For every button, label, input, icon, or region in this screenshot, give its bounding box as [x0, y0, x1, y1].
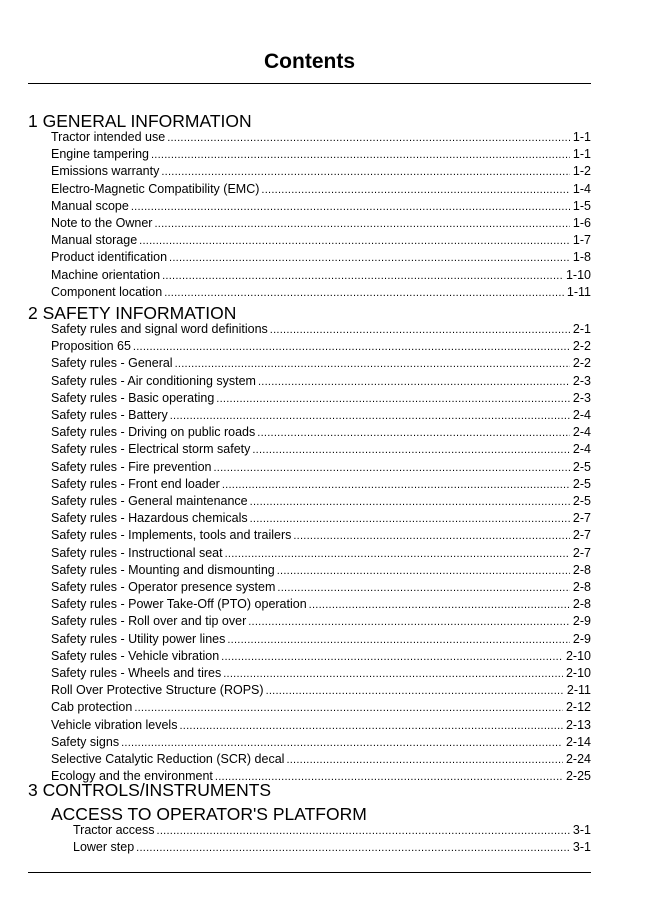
dot-leader — [227, 632, 570, 648]
toc-entry-page-number: 2-8 — [572, 580, 591, 595]
toc-entry-title: Safety signs — [51, 734, 120, 749]
toc-entry-title: Safety rules - Utility power lines — [51, 631, 226, 646]
toc-entry-title: Safety rules - Air conditioning system — [51, 373, 256, 388]
toc-entry-title: Safety rules - Roll over and tip over — [51, 614, 247, 629]
dot-leader — [154, 216, 569, 232]
toc-entry-page-number: 3-1 — [572, 823, 591, 837]
toc-entry-title: Safety rules - General — [51, 356, 173, 371]
toc-entry-page-number: 2-3 — [572, 373, 591, 388]
dot-leader — [222, 477, 570, 493]
dot-leader — [175, 356, 570, 372]
toc-entry-title: Safety rules - General maintenance — [51, 494, 248, 509]
toc-entry[interactable] — [51, 181, 591, 198]
dot-leader — [257, 425, 570, 441]
toc-entry-title: Safety rules - Front end loader — [51, 476, 220, 491]
dot-leader — [277, 580, 570, 596]
toc-entry[interactable] — [51, 267, 591, 284]
toc-entry[interactable] — [51, 699, 591, 716]
dot-leader — [225, 546, 570, 562]
dot-leader — [252, 442, 570, 458]
toc-entry-title: Roll Over Protective Structure (ROPS) — [51, 683, 264, 698]
toc-entry-title: Component location — [51, 284, 163, 299]
dot-leader — [261, 182, 570, 198]
toc-entry-page-number: 1-1 — [572, 147, 591, 162]
toc-entry-page-number: 2-7 — [572, 528, 591, 543]
toc-entry[interactable] — [51, 198, 591, 215]
toc-entry-page-number: 2-11 — [566, 683, 591, 698]
toc-entry-page-number: 2-2 — [572, 356, 591, 371]
top-divider — [28, 83, 591, 84]
toc-entry-title: Selective Catalytic Reduction (SCR) decal — [51, 752, 285, 767]
toc-entry[interactable] — [51, 579, 591, 596]
dot-leader — [223, 666, 563, 682]
dot-leader — [250, 511, 570, 527]
dot-leader — [169, 250, 570, 266]
dot-leader — [258, 374, 570, 390]
toc-entry[interactable] — [51, 424, 591, 441]
dot-leader — [309, 597, 570, 613]
toc-entry-title: Safety rules - Power Take-Off (PTO) operation — [51, 597, 307, 612]
toc-entry-page-number: 2-13 — [565, 717, 591, 732]
toc-entry-page-number: 2-5 — [572, 459, 591, 474]
toc-entry-title: Safety rules - Operator presence system — [51, 580, 276, 595]
toc-entry-title: Tractor intended use — [51, 130, 166, 144]
toc-entry[interactable] — [73, 839, 591, 856]
toc-entry[interactable] — [51, 232, 591, 249]
toc-entry-title: Ecology and the environment — [51, 769, 213, 784]
toc-entry[interactable] — [51, 562, 591, 579]
toc-entry[interactable] — [51, 249, 591, 266]
toc-entry-page-number: 1-7 — [572, 233, 591, 248]
toc-entry-page-number: 2-5 — [572, 476, 591, 491]
toc-entry[interactable] — [51, 545, 591, 562]
toc-entry[interactable] — [51, 682, 591, 699]
dot-leader — [134, 700, 563, 716]
toc-list-general-information — [51, 129, 591, 301]
toc-entry-page-number: 1-5 — [572, 198, 591, 213]
dot-leader — [139, 233, 570, 249]
toc-entry-page-number: 2-4 — [572, 442, 591, 457]
toc-entry[interactable] — [51, 717, 591, 734]
toc-entry-page-number: 2-25 — [565, 769, 591, 784]
toc-entry-title: Manual scope — [51, 198, 129, 213]
toc-entry-title: Product identification — [51, 250, 168, 265]
section-heading-safety-information: 2 SAFETY INFORMATION — [28, 303, 237, 323]
toc-entry-title: Safety rules - Basic operating — [51, 390, 215, 405]
toc-entry-title: Engine tampering — [51, 147, 149, 162]
toc-entry-title: Safety rules - Hazardous chemicals — [51, 511, 248, 526]
toc-entry[interactable] — [51, 596, 591, 613]
dot-leader — [221, 649, 563, 665]
toc-entry-page-number: 3-1 — [572, 840, 591, 855]
toc-entry-page-number: 2-14 — [565, 734, 591, 749]
toc-entry-page-number: 1-6 — [572, 216, 591, 231]
dot-leader — [286, 752, 563, 768]
toc-entry[interactable] — [51, 734, 591, 751]
toc-entry[interactable] — [51, 613, 591, 630]
dot-leader — [151, 147, 570, 163]
dot-leader — [121, 735, 563, 751]
toc-entry[interactable] — [51, 338, 591, 355]
dot-leader — [216, 391, 570, 407]
dot-leader — [214, 460, 570, 476]
dot-leader — [248, 614, 570, 630]
toc-entry-page-number: 2-9 — [572, 614, 591, 629]
toc-entry-title: Emissions warranty — [51, 164, 160, 179]
toc-list-operator-platform — [73, 822, 591, 856]
toc-entry[interactable] — [51, 493, 591, 510]
dot-leader — [277, 563, 570, 579]
section-heading-controls-instruments: 3 CONTROLS/INSTRUMENTS — [28, 780, 272, 800]
toc-entry-title: Proposition 65 — [51, 339, 131, 354]
toc-entry-page-number: 2-12 — [565, 700, 591, 715]
section-heading-general-information: 1 GENERAL INFORMATION — [28, 111, 252, 131]
toc-entry[interactable] — [51, 355, 591, 372]
toc-entry-title: Safety rules - Fire prevention — [51, 459, 212, 474]
toc-entry[interactable] — [51, 146, 591, 163]
dot-leader — [266, 683, 564, 699]
dot-leader — [133, 339, 570, 355]
toc-entry[interactable] — [51, 441, 591, 458]
toc-entry[interactable] — [51, 527, 591, 544]
dot-leader — [157, 823, 570, 839]
toc-entry-page-number: 1-2 — [572, 164, 591, 179]
toc-entry[interactable] — [51, 321, 591, 338]
toc-entry-title: Safety rules - Electrical storm safety — [51, 442, 251, 457]
toc-entry-page-number: 2-10 — [565, 648, 591, 663]
dot-leader — [170, 408, 570, 424]
toc-entry-page-number: 2-4 — [572, 425, 591, 440]
toc-entry-page-number: 2-5 — [572, 494, 591, 509]
toc-entry-page-number: 2-8 — [572, 562, 591, 577]
dot-leader — [270, 322, 570, 338]
toc-entry-title: Safety rules - Implements, tools and trailers — [51, 528, 292, 543]
dot-leader — [293, 528, 570, 544]
toc-entry-page-number: 2-10 — [565, 666, 591, 681]
toc-entry[interactable] — [51, 476, 591, 493]
dot-leader — [164, 285, 564, 301]
dot-leader — [161, 164, 570, 180]
toc-entry[interactable] — [51, 373, 591, 390]
toc-entry-page-number: 1-8 — [572, 250, 591, 265]
dot-leader — [162, 268, 563, 284]
subsection-heading-operator-platform: ACCESS TO OPERATOR'S PLATFORM — [51, 804, 367, 824]
toc-entry-page-number: 2-2 — [572, 339, 591, 354]
toc-entry-page-number: 2-9 — [572, 631, 591, 646]
toc-entry[interactable] — [51, 665, 591, 682]
toc-entry[interactable] — [73, 822, 591, 839]
toc-entry-page-number: 2-7 — [572, 511, 591, 526]
toc-entry-title: Safety rules - Vehicle vibration — [51, 648, 220, 663]
toc-entry-title: Vehicle vibration levels — [51, 717, 178, 732]
dot-leader — [136, 840, 570, 856]
page-title: Contents — [264, 50, 355, 73]
toc-entry-title: Safety rules - Instructional seat — [51, 545, 223, 560]
toc-entry[interactable] — [51, 751, 591, 768]
toc-entry[interactable] — [51, 631, 591, 648]
toc-entry[interactable] — [51, 390, 591, 407]
toc-entry[interactable] — [51, 215, 591, 232]
toc-entry-page-number: 1-4 — [572, 181, 591, 196]
toc-entry-page-number: 2-7 — [572, 545, 591, 560]
toc-entry-page-number: 1-11 — [566, 284, 591, 299]
toc-entry[interactable] — [51, 407, 591, 424]
toc-entry[interactable] — [51, 510, 591, 527]
toc-entry[interactable] — [51, 129, 591, 146]
toc-entry-title: Electro-Magnetic Compatibility (EMC) — [51, 181, 260, 196]
toc-entry-title: Note to the Owner — [51, 216, 153, 231]
toc-entry-page-number: 1-1 — [572, 130, 591, 144]
dot-leader — [167, 130, 570, 146]
toc-entry[interactable] — [51, 163, 591, 180]
toc-entry-title: Machine orientation — [51, 267, 161, 282]
toc-entry-title: Tractor access — [73, 823, 155, 837]
dot-leader — [179, 718, 563, 734]
dot-leader — [131, 199, 570, 215]
toc-entry-page-number: 1-10 — [565, 267, 591, 282]
toc-entry-title: Lower step — [73, 840, 135, 855]
toc-entry-title: Safety rules - Mounting and dismounting — [51, 562, 275, 577]
toc-entry[interactable] — [51, 648, 591, 665]
toc-entry-title: Safety rules - Driving on public roads — [51, 425, 256, 440]
toc-entry-page-number: 2-8 — [572, 597, 591, 612]
dot-leader — [250, 494, 570, 510]
toc-entry-title: Safety rules - Wheels and tires — [51, 666, 222, 681]
toc-list-safety-information — [51, 321, 591, 785]
toc-entry[interactable] — [51, 284, 591, 301]
toc-entry-title: Manual storage — [51, 233, 138, 248]
toc-entry-title: Cab protection — [51, 700, 133, 715]
toc-entry-title: Safety rules and signal word definitions — [51, 322, 268, 336]
toc-entry-page-number: 2-1 — [572, 322, 591, 336]
toc-entry-page-number: 2-24 — [565, 752, 591, 767]
toc-entry-title: Safety rules - Battery — [51, 408, 168, 423]
toc-entry-page-number: 2-4 — [572, 408, 591, 423]
bottom-divider — [28, 872, 591, 873]
toc-entry-page-number: 2-3 — [572, 390, 591, 405]
toc-entry[interactable] — [51, 459, 591, 476]
